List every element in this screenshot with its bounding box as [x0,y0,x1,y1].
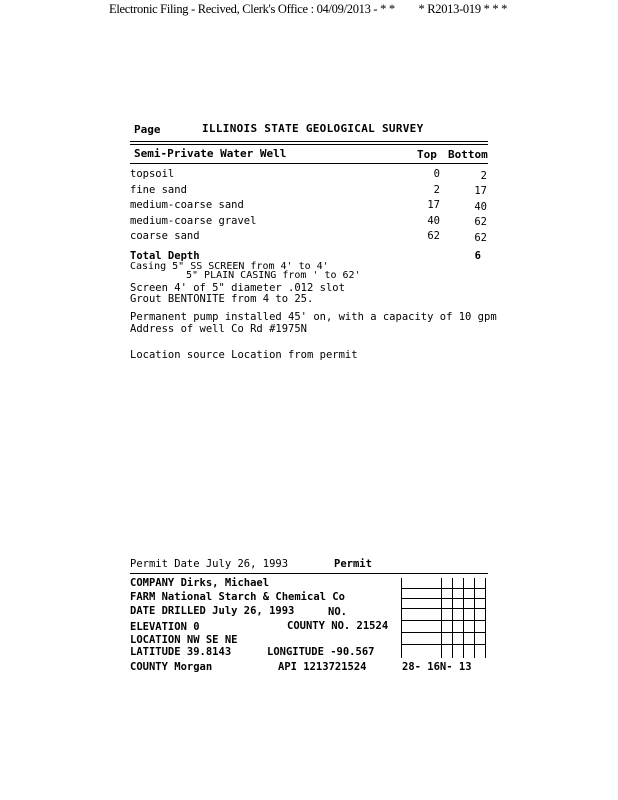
log-top: 62 [427,230,440,242]
filing-stamp-left: Electronic Filing - Recived, Clerk's Office : 04/09/2013 - * * [109,2,395,16]
farm-line: FARM National Starch & Chemical Co [130,591,345,603]
log-top: 40 [427,215,440,227]
log-bottom: 62 [474,216,487,228]
grid-line [401,588,485,589]
grid-line [474,578,475,658]
permit-date: Permit Date July 26, 1993 [130,558,289,570]
grid-line [485,578,486,658]
section-grid [401,578,485,658]
log-material: medium-coarse gravel [130,215,257,227]
grid-line [452,578,453,658]
total-depth-label: Total Depth [130,250,200,262]
col-bottom-header: Bottom [448,148,488,161]
location-source-line: Location source Location from permit [130,349,358,361]
address-line: Address of well Co Rd #1975N [130,323,308,335]
county-line: COUNTY Morgan [130,661,213,673]
log-top: 2 [433,184,440,196]
log-header-rule [130,163,488,164]
header-rule-bottom [130,144,488,145]
header-rule-top [130,141,488,142]
log-bottom: 17 [474,185,487,197]
casing-line-2: 5" PLAIN CASING from ' to 62' [186,270,361,281]
county-no-line: COUNTY NO. 21524 [287,620,389,632]
filing-stamp-right: * R2013-019 * * * [418,2,508,16]
agency-title: ILLINOIS STATE GEOLOGICAL SURVEY [202,122,424,135]
log-row [130,215,256,227]
grid-line [401,620,485,621]
casing-line-1: Casing 5" SS SCREEN from 4' to 4' [130,261,329,272]
well-type: Semi-Private Water Well [134,147,287,160]
log-top: 0 [433,168,440,180]
grid-line [401,632,485,633]
log-bottom: 40 [474,201,487,213]
api-line: API 1213721524 [278,661,367,673]
no-label: NO. [328,606,347,618]
log-material: coarse sand [130,230,200,242]
longitude-line: LONGITUDE -90.567 [267,646,375,658]
elevation-line: ELEVATION 0 [130,621,200,633]
grid-line [401,608,485,609]
details-rule [130,573,488,574]
pump-line: Permanent pump installed 45' on, with a capacity of 10 gpm [130,311,497,323]
grid-line [441,578,442,658]
date-drilled-line: DATE DRILLED July 26, 1993 [130,605,295,617]
log-row [130,168,174,180]
log-row [130,199,244,211]
log-row [130,230,200,242]
log-material: fine sand [130,184,187,196]
log-row [130,184,187,196]
col-top-header: Top [417,148,437,161]
page-label: Page [134,123,161,136]
grid-line [401,644,485,645]
log-bottom: 62 [474,232,487,244]
grout-line: Grout BENTONITE from 4 to 25. [130,293,314,305]
log-bottom: 2 [480,170,487,182]
grid-line [463,578,464,658]
log-material: medium-coarse sand [130,199,244,211]
company-line: COMPANY Dirks, Michael [130,577,270,589]
location-line: LOCATION NW SE NE [130,634,238,646]
log-material: topsoil [130,168,175,180]
grid-line [401,598,485,599]
township-line: 28- 16N- 13 [402,661,472,673]
total-depth-value: 6 [474,250,481,262]
latitude-line: LATITUDE 39.8143 [130,646,232,658]
log-top: 17 [427,199,440,211]
screen-line: Screen 4' of 5" diameter .012 slot [130,282,345,294]
permit-label: Permit [334,558,372,570]
grid-line [401,578,402,658]
filing-stamp [109,2,507,17]
